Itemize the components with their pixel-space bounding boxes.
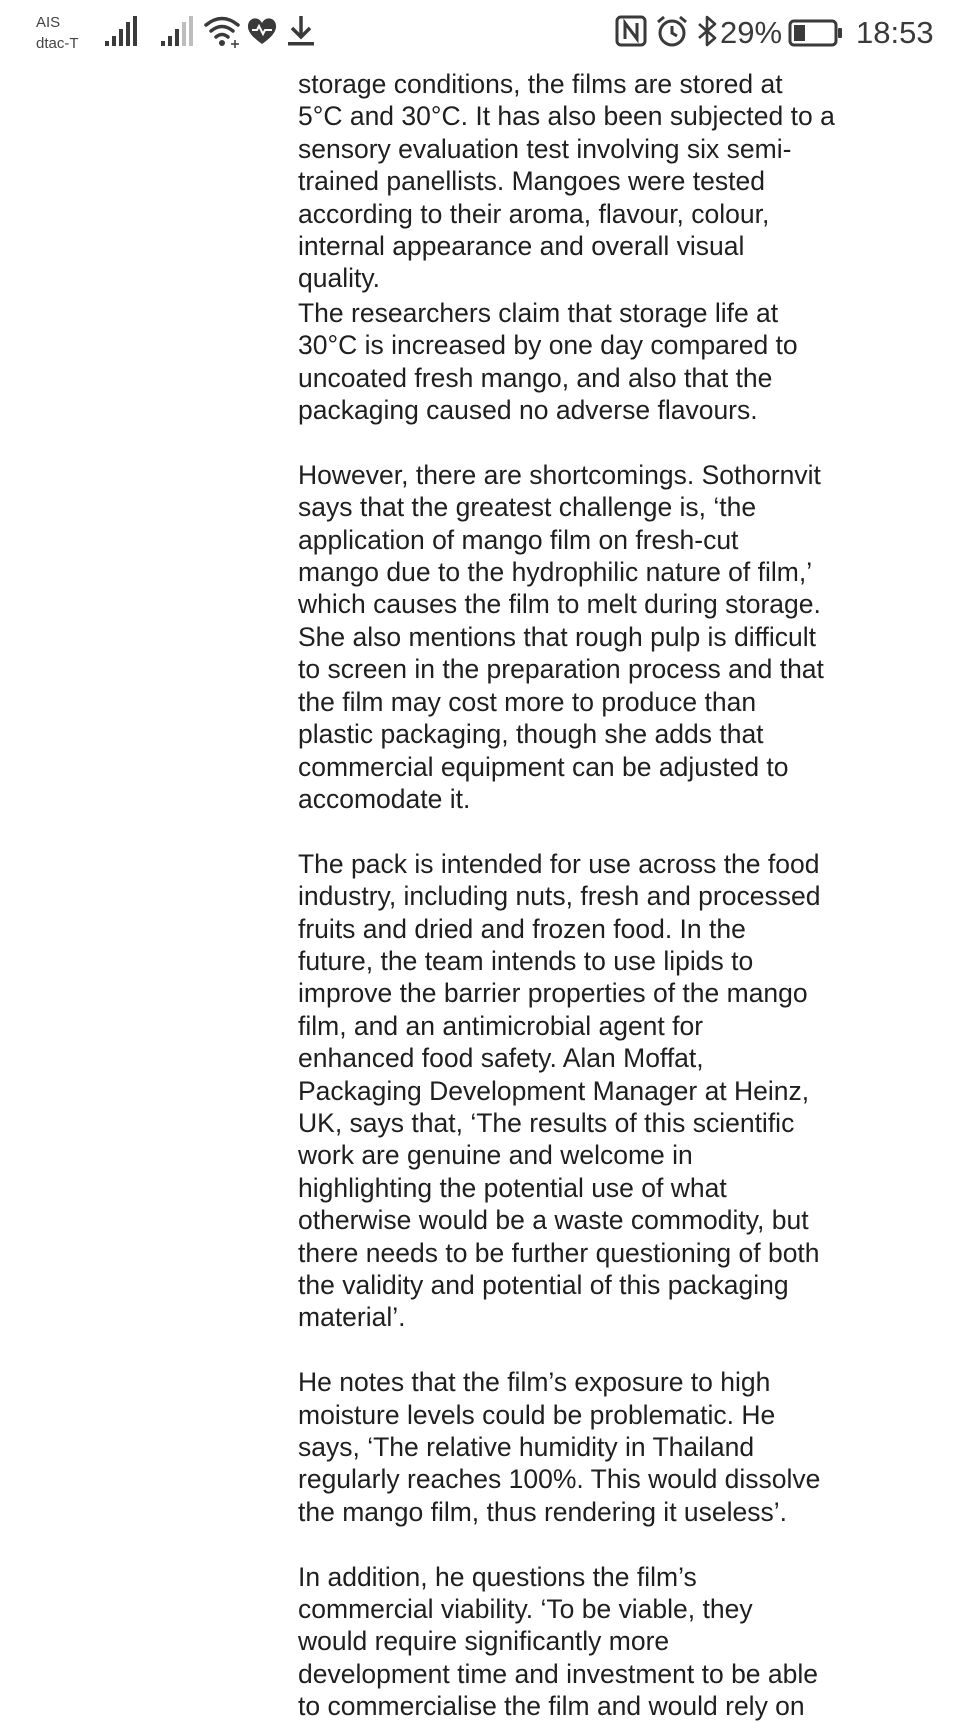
article-paragraph-1: storage conditions, the films are stored at 5°C and 30°C. It has also been subjected to a sensory evaluation test involving six semi- trained panellists. Mangoes were tested according to their aroma, flavour, colour, internal appearance and overall visual quality. [298, 69, 835, 294]
article-paragraph-2: The researchers claim that storage life at 30°C is increased by one day compared to uncoated fresh mango, and also that the packaging caused no adverse flavours. [298, 297, 798, 426]
carrier-labels [36, 12, 79, 54]
signal-icon [104, 14, 138, 48]
alarm-icon [655, 14, 689, 48]
battery-icon [788, 18, 844, 48]
wifi-icon [203, 14, 241, 48]
article-paragraph-3: However, there are shortcomings. Sothornvit says that the greatest challenge is, ‘the application of mango film on fresh-cut mango due to the hydrophilic nature of film,’ which causes the film to melt during storage. She also mentions that rough pulp is difficult to screen in the preparation process and that the film may cost more to produce than plastic packaging, though she adds that commercial equipment can be adjusted to accomodate it. [298, 459, 824, 814]
article-paragraph-6: In addition, he questions the film’s commercial viability. ‘To be viable, they would require significantly more development time and investment to be able to commercialise the film and would rely on [298, 1561, 819, 1722]
health-heart-icon [245, 14, 279, 48]
download-icon [285, 14, 317, 48]
battery-percent: 29% [720, 15, 783, 50]
carrier-secondary: dtac-T [36, 35, 79, 52]
carrier-primary: AIS [36, 14, 61, 31]
clock-time: 18:53 [856, 15, 934, 50]
nfc-icon [615, 14, 647, 48]
article-paragraph-4: The pack is intended for use across the food industry, including nuts, fresh and processed fruits and dried and frozen food. In the future, the team intends to use lipids to improve the barrier properties of the mango film, and an antimicrobial agent for enhanced food safety. Alan Moffat, Packaging Development Manager at Heinz, UK, says that, ‘The results of this scientific work are genuine and welcome in highlighting the potential use of what otherwise would be a waste commodity, but there needs to be further questioning of both the validity and potential of this packaging material’. [298, 848, 821, 1333]
article-paragraph-5: He notes that the film’s exposure to high moisture levels could be problematic. He says, ‘The relative humidity in Thailand regularly reaches 100%. This would dissolve the mango film, thus rendering it useless’. [298, 1367, 821, 1527]
article-body [298, 68, 858, 1723]
status-bar [0, 0, 960, 66]
signal-weak-icon [160, 14, 194, 48]
bluetooth-icon [695, 14, 719, 48]
